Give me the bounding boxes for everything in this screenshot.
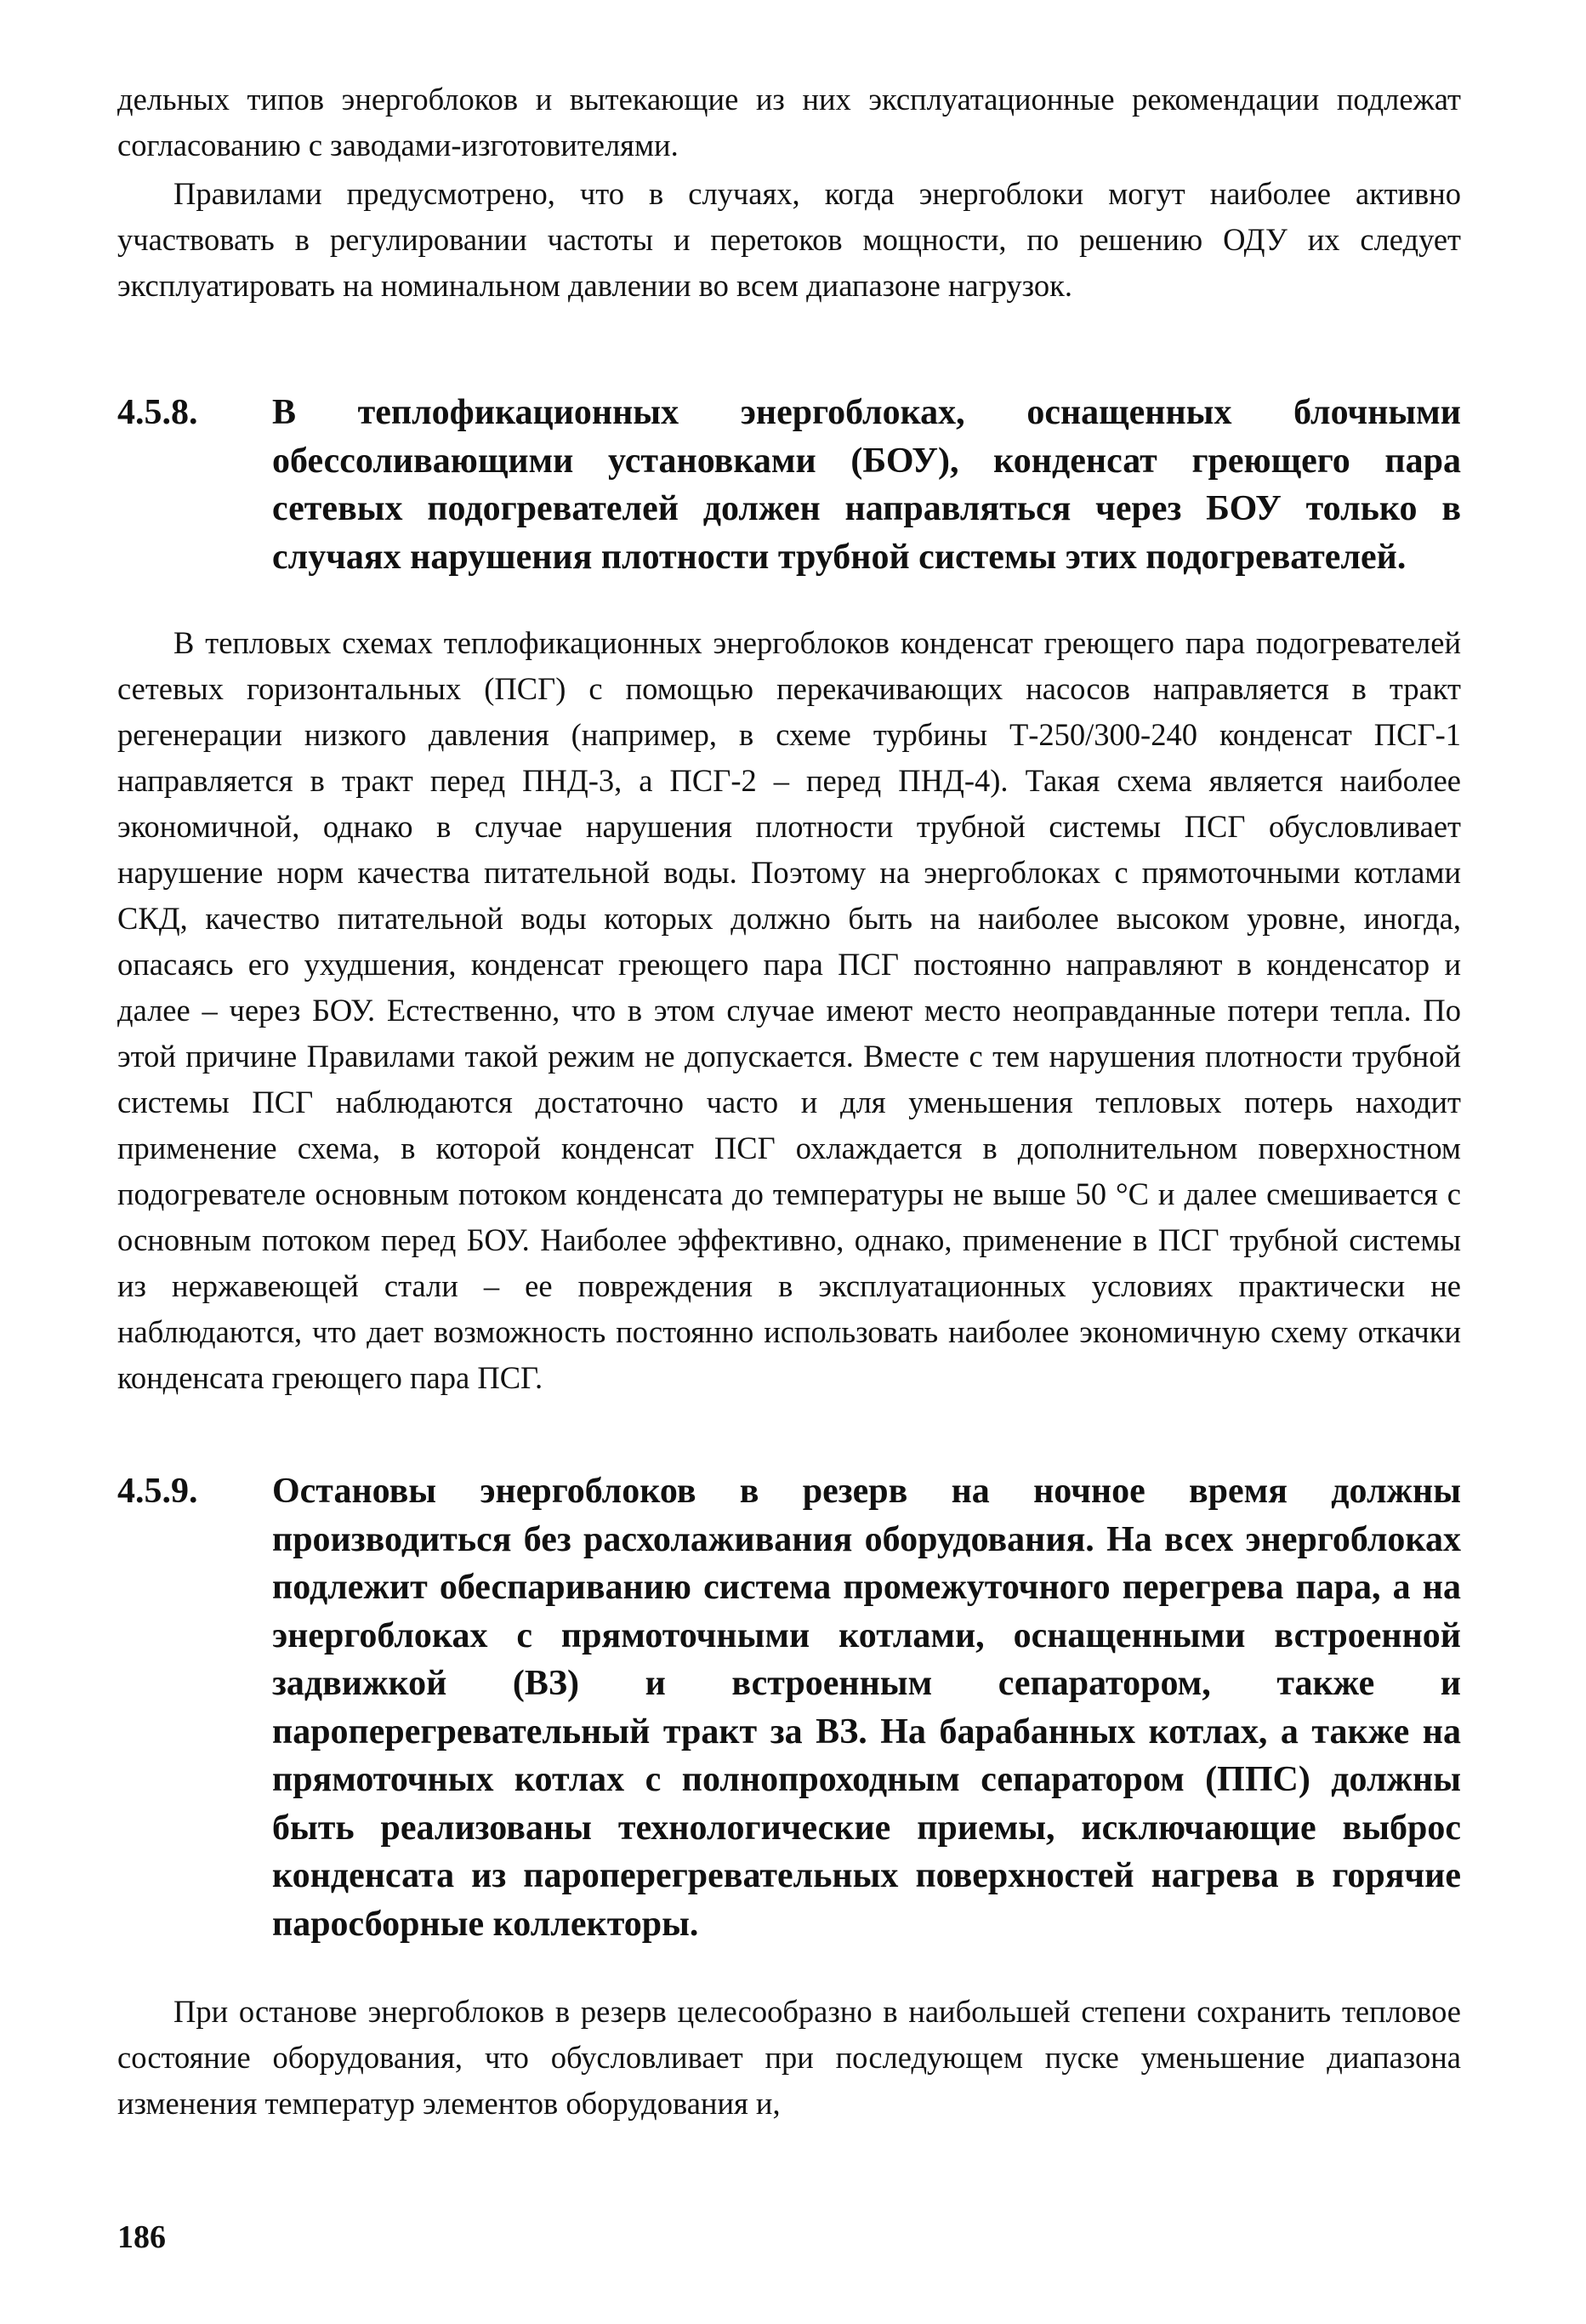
clause-4-5-8-explanation: В тепловых схемах теплофикационных энергоблоков конденсат греющего пара подогревателей сетевых горизонтальных (ПСГ) с помощью перекачивающих насосов направляется в тракт регенерации низкого давления (например, в схеме турбины Т-250/300-240 конденсат ПСГ-1 направляется в тракт перед ПНД-3, а ПСГ-2 – перед ПНД-4). Такая схема является наиболее экономичной, однако в случае нарушения плотности трубной системы ПСГ обусловливает нарушение норм качества питательной воды. Поэтому на энергоблоках с прямоточными котлами СКД, качество питательной воды которых должно быть на наиболее высоком уровне, иногда, опасаясь его ухудшения, конденсат греющего пара ПСГ постоянно направляют в конденсатор и далее – через БОУ. Естественно, что в этом случае имеют место неоправданные потери тепла. По этой причине Правилами такой режим не допускается. Вместе с тем нарушения плотности трубной системы ПСГ наблюдаются достаточно часто и для уменьшения тепловых потерь находит применение схема, в которой конденсат ПСГ охлаждается в дополнительном поверхностном подогревателе основным потоком конденсата до температуры не выше 50 °С и далее смешивается с основным потоком перед БОУ. Наиболее эффективно, однако, применение в ПСГ трубной системы из нержавеющей стали – ее повреждения в эксплуатационных условиях практически не наблюдаются, что дает возможность постоянно использовать наиболее экономичную схему откачки конденсата греющего пара ПСГ. <box>117 625 1461 1395</box>
document-page <box>117 77 1461 2127</box>
intro-paragraph: Правилами предусмотрено, что в случаях, когда энергоблоки могут наиболее активно участвовать в регулировании частоты и перетоков мощности, по решению ОДУ их следует эксплуатировать на номинальном давлении во всем диапазоне нагрузок. <box>117 176 1461 303</box>
page-number: 186 <box>117 2219 166 2255</box>
clause-text: Остановы энергоблоков в резерв на ночное время должны производиться без расхолаживания оборудования. На всех энергоблоках подлежит обеспариванию система промежуточного перегрева пара, а на энергоблоках с прямоточными котлами, оснащенными встроенной задвижкой (ВЗ) и встроенным сепаратором, также и пароперегревательный тракт за ВЗ. На барабанных котлах, а также на прямоточных котлах с полнопроходным сепаратором (ППС) должны быть реализованы технологические приемы, исключающие выброс конденсата из пароперегревательных поверхностей нагрева в горячие паросборные коллекторы. <box>272 1472 1461 1944</box>
clause-number: 4.5.8. <box>117 393 198 432</box>
clause-4-5-8 <box>117 389 1461 581</box>
clause-4-5-9 <box>117 1467 1461 1948</box>
clause-4-5-9-explanation: При останове энергоблоков в резерв целесообразно в наибольшей степени сохранить тепловое состояние оборудования, что обусловливает при последующем пуске уменьшение диапазона изменения температур элементов оборудования и, <box>117 1994 1461 2121</box>
clause-number: 4.5.9. <box>117 1472 198 1511</box>
intro-continuation-paragraph: дельных типов энергоблоков и вытекающие из них эксплуатационные рекомендации подлежат согласованию с заводами-изготовителями. <box>117 82 1461 162</box>
clause-text: В теплофикационных энергоблоках, оснащенных блочными обессоливающими установками (БОУ), конденсат греющего пара сетевых подогревателей должен направляться через БОУ только в случаях нарушения плотности трубной системы этих подогревателей. <box>272 393 1461 577</box>
